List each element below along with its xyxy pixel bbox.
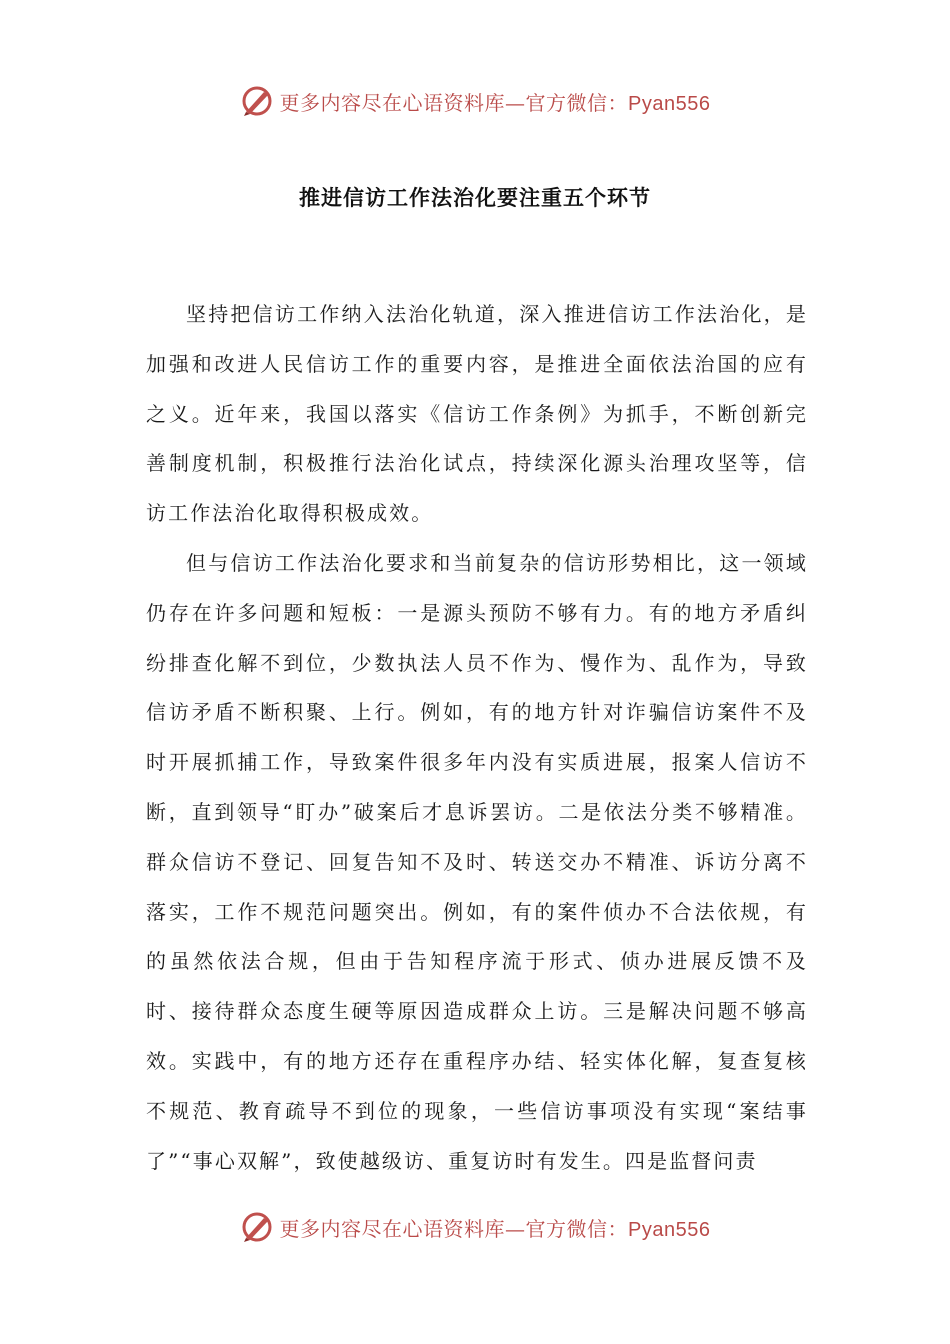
banner-account: Pyan556 bbox=[628, 92, 711, 115]
document-body bbox=[146, 290, 808, 1186]
banner-text bbox=[280, 1213, 711, 1242]
paragraph-1: 坚持把信访工作纳入法治化轨道，深入推进信访工作法治化，是加强和改进人民信访工作的重要内容，是推进全面依法治国的应有之义。近年来，我国以落实《信访工作条例》为抓手，不断创新完善制度机制，积极推行法治化试点，持续深化源头治理攻坚等，信访工作法治化取得积极成效。 bbox=[146, 302, 808, 526]
footer-banner bbox=[0, 1210, 950, 1244]
banner-text bbox=[280, 87, 711, 116]
document-title: 推进信访工作法治化要注重五个环节 bbox=[299, 186, 651, 210]
banner-wechat-label: 官方微信： bbox=[525, 1216, 629, 1241]
banner-dash: — bbox=[505, 90, 526, 115]
pen-logo-icon bbox=[240, 1210, 274, 1244]
banner-account: Pyan556 bbox=[628, 1218, 711, 1241]
banner-site-text: 更多内容尽在心语资料库 bbox=[279, 90, 506, 115]
banner-dash: — bbox=[505, 1216, 526, 1241]
banner-wechat-label: 官方微信： bbox=[525, 90, 629, 115]
pen-logo-icon bbox=[240, 84, 274, 118]
banner-site-text: 更多内容尽在心语资料库 bbox=[279, 1216, 506, 1241]
paragraph-2: 但与信访工作法治化要求和当前复杂的信访形势相比，这一领域仍存在许多问题和短板：一是源头预防不够有力。有的地方矛盾纠纷排查化解不到位，少数执法人员不作为、慢作为、乱作为，导致信访矛盾不断积聚、上行。例如，有的地方针对诈骗信访案件不及时开展抓捕工作，导致案件很多年内没有实质进展，报案人信访不断，直到领导“盯办”破案后才息诉罢访。二是依法分类不够精准。群众信访不登记、回复告知不及时、转送交办不精准、诉访分离不落实，工作不规范问题突出。例如，有的案件侦办不合法依规，有的虽然依法合规，但由于告知程序流于形式、侦办进展反馈不及时、接待群众态度生硬等原因造成群众上访。三是解决问题不够高效。实践中，有的地方还存在重程序办结、轻实体化解，复查复核不规范、教育疏导不到位的现象，一些信访事项没有实现“案结事了”“事心双解”，致使越级访、重复访时有发生。四是监督问责 bbox=[146, 550, 808, 1173]
header-banner bbox=[0, 84, 950, 118]
